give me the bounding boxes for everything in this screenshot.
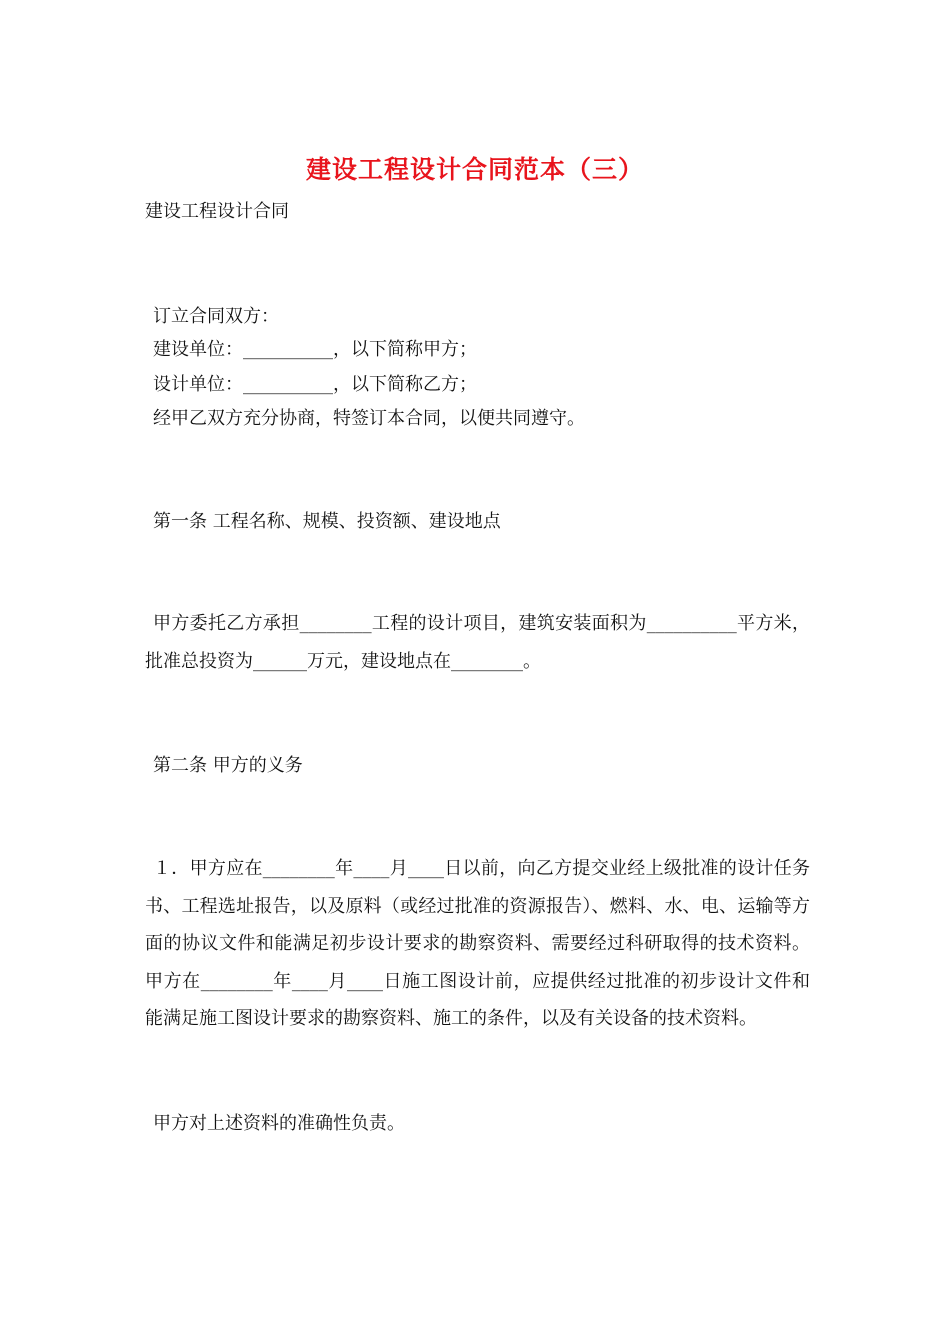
party-b-line: 设计单位：__________，以下简称乙方；	[153, 374, 477, 395]
article-2-note: 甲方对上述资料的准确性负责。	[153, 1113, 405, 1134]
article-1-body: 甲方委托乙方承担________工程的设计项目，建筑安装面积为__________平方米，批准总投资为______万元，建设地点在________。	[145, 613, 810, 672]
document-subtitle: 建设工程设计合同	[145, 201, 289, 222]
article-2-title: 第二条 甲方的义务	[153, 755, 303, 776]
party-a-line: 建设单位：__________，以下简称甲方；	[153, 339, 477, 360]
article-1-title: 第一条 工程名称、规模、投资额、建设地点	[153, 511, 501, 532]
agreement-line: 经甲乙双方充分协商，特签订本合同，以便共同遵守。	[153, 408, 585, 429]
document-title: 建设工程设计合同范本（三）	[305, 155, 644, 184]
article-2-item-1: １．甲方应在________年____月____日以前，向乙方提交业经上级批准的设计任务书、工程选址报告，以及原料（或经过批准的资源报告）、燃料、水、电、运输等方面的协议文件和能满足初步设计要求的勘察资料、需要经过科研取得的技术资料。甲方在________年____月____日施工图设计前，应提供经过批准的初步设计文件和能满足施工图设计要求的勘察资料、施工的条件，以及有关设备的技术资料。	[145, 858, 810, 1030]
parties-heading: 订立合同双方：	[153, 306, 279, 327]
